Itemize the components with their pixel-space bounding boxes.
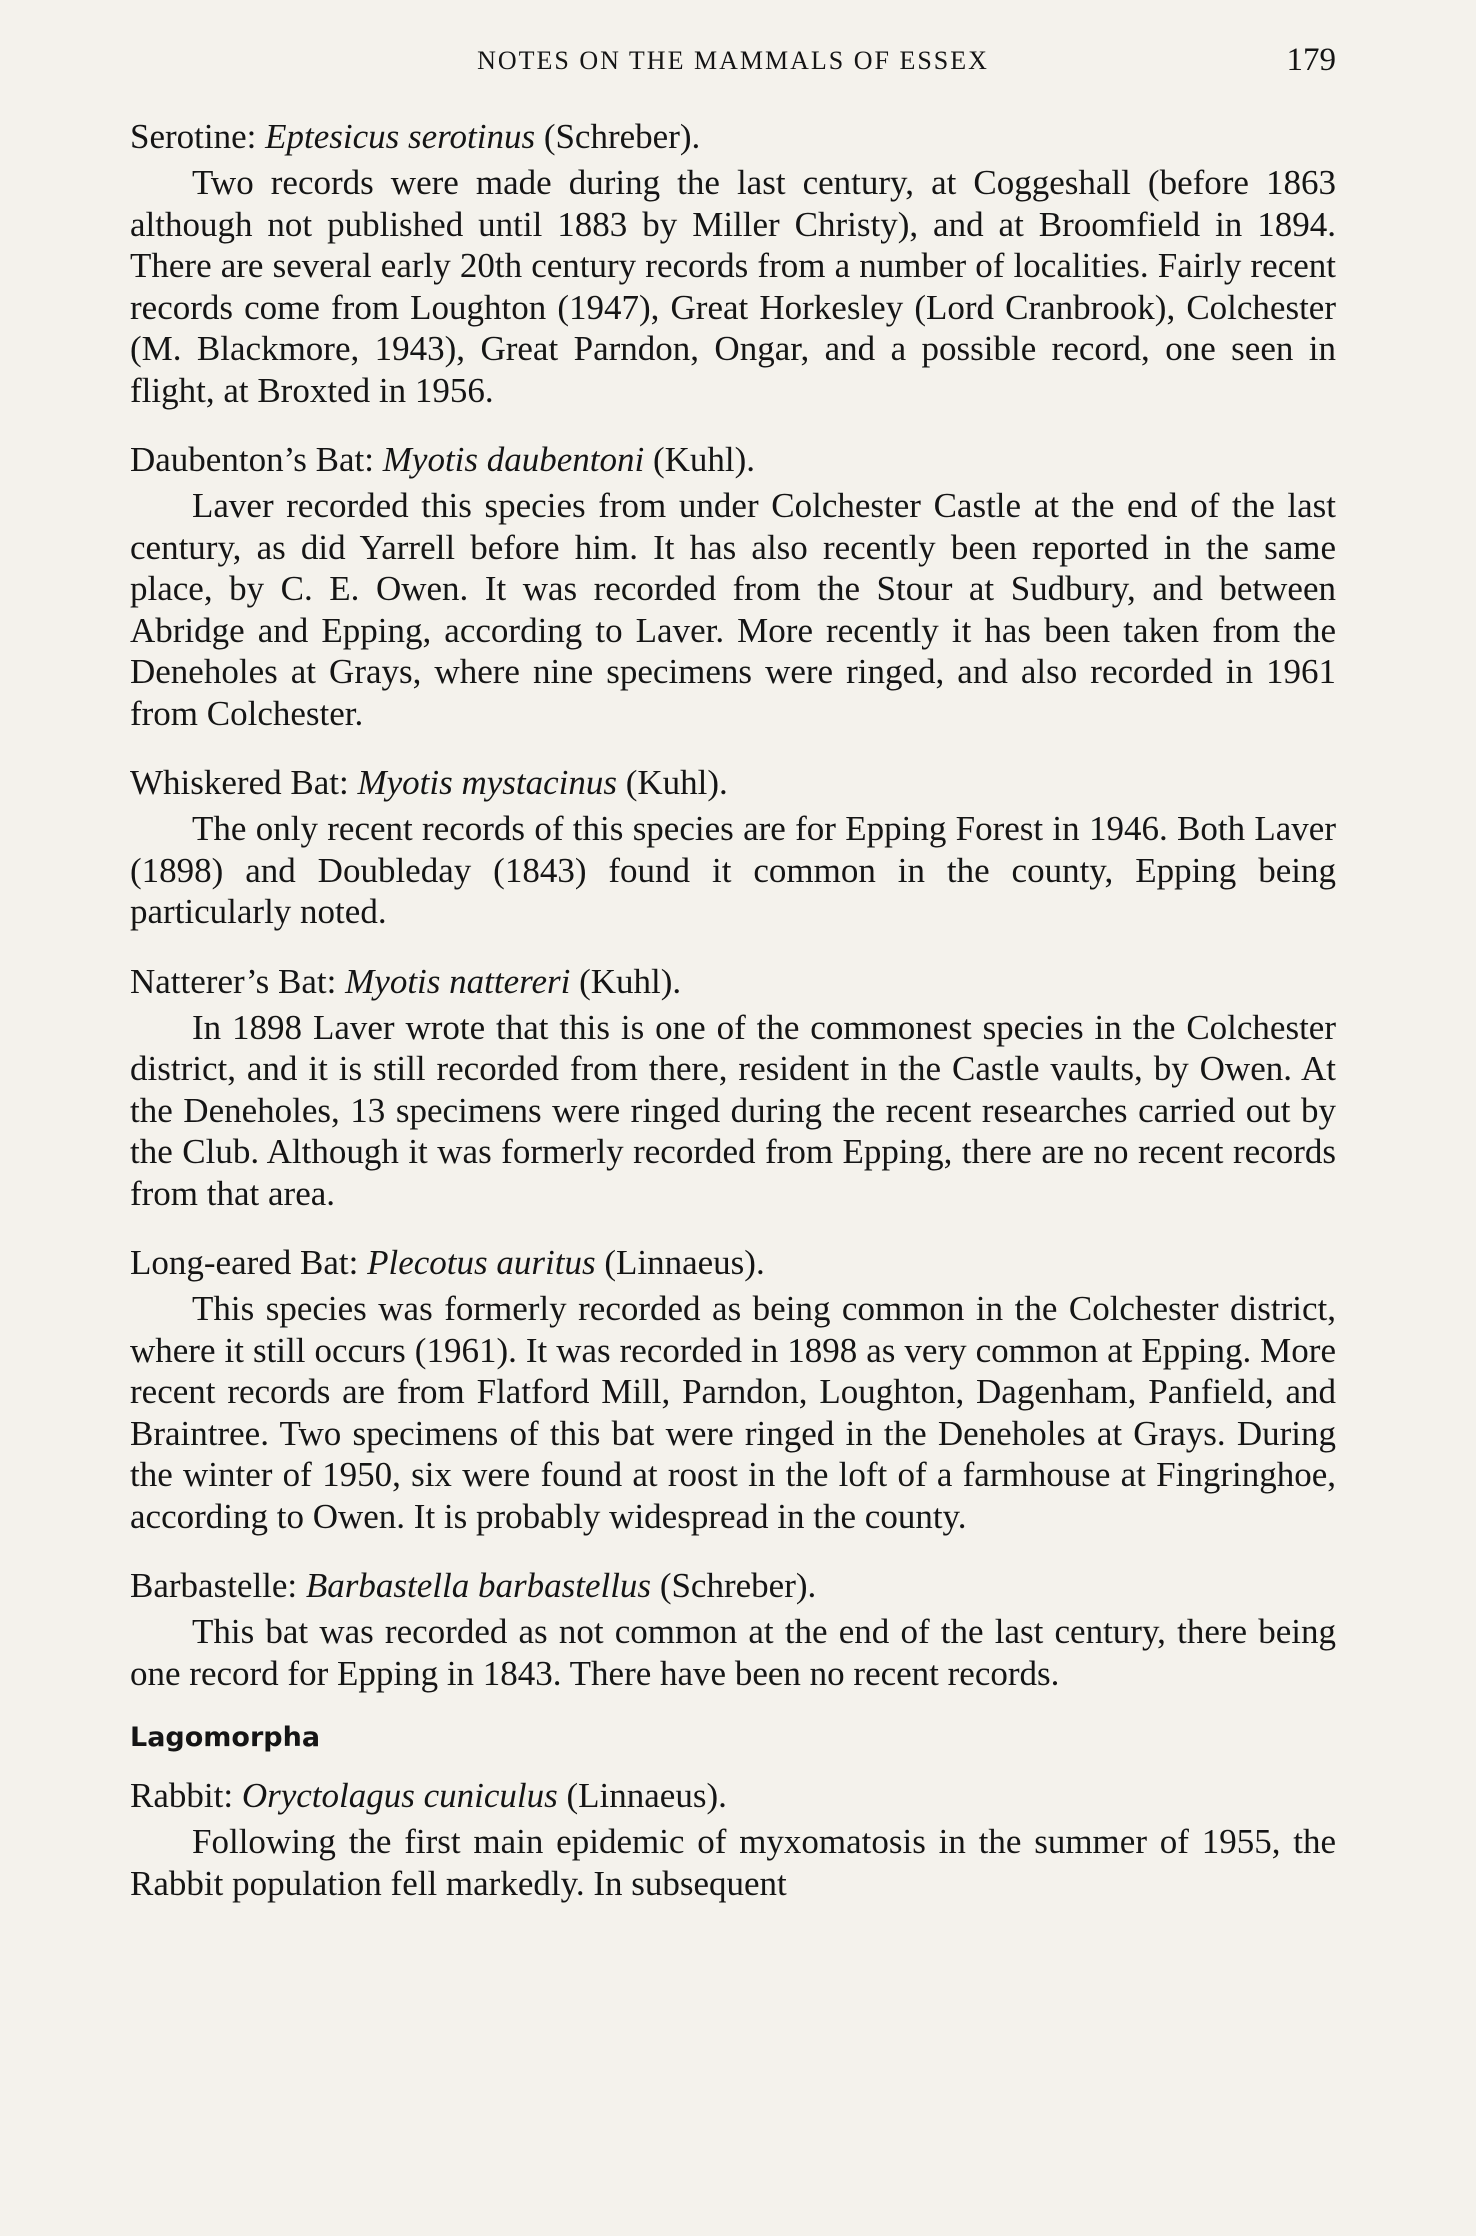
scientific-name: Myotis mystacinus [357, 763, 617, 802]
common-name: Serotine: [130, 117, 257, 156]
species-heading [130, 1565, 1336, 1607]
common-name: Whiskered Bat: [130, 763, 349, 802]
species-heading [130, 116, 1336, 158]
species-heading [130, 1775, 1336, 1817]
species-paragraph: Two records were made during the last century, at Coggeshall (before 1863 although not published until 1883 by Miller Christy), and at Broomfield in 1894. There are several early 20th century records from a number of localities. Fairly recent records come from Loughton (1947), Great Horkesley (Lord Cranbrook), Colchester (M. Blackmore, 1943), Great Parndon, Ongar, and a possible record, one seen in flight, at Broxted in 1956. [130, 163, 1336, 410]
species-entry-serotine [130, 116, 1336, 411]
species-heading [130, 961, 1336, 1003]
species-heading [130, 439, 1336, 481]
species-paragraph: This species was formerly recorded as being common in the Colchester district, where it still occurs (1961). It was recorded in 1898 as very common at Epping. More recent records are from Flatford Mill, Parndon, Loughton, Dagenham, Panfield, and Braintree. Two specimens of this bat were ringed in the Deneholes at Grays. During the winter of 1950, six were found at roost in the loft of a farmhouse at Fingringhoe, according to Owen. It is probably widespread in the county. [130, 1289, 1336, 1536]
scientific-name: Myotis daubentoni [382, 440, 645, 479]
running-head [130, 42, 1336, 82]
body-text [130, 116, 1336, 1932]
authority: (Kuhl). [625, 763, 728, 802]
species-paragraph: Following the first main epidemic of myxomatosis in the summer of 1955, the Rabbit population fell markedly. In subsequent [130, 1822, 1336, 1903]
species-paragraph: This bat was recorded as not common at the end of the last century, there being one record for Epping in 1843. There have been no recent records. [130, 1612, 1336, 1693]
authority: (Schreber). [543, 117, 701, 156]
authority: (Linnaeus). [604, 1243, 765, 1282]
species-entry-long-eared-bat [130, 1242, 1336, 1537]
authority: (Kuhl). [653, 440, 756, 479]
scientific-name: Eptesicus serotinus [265, 117, 536, 156]
common-name: Long-eared Bat: [130, 1243, 359, 1282]
common-name: Daubenton’s Bat: [130, 440, 374, 479]
running-title: NOTES ON THE MAMMALS OF ESSEX [477, 46, 989, 75]
species-paragraph: The only recent records of this species are for Epping Forest in 1946. Both Laver (1898) and Doubleday (1843) found it common in the county, Epping being particularly noted. [130, 809, 1336, 931]
species-heading [130, 1242, 1336, 1284]
common-name: Rabbit: [130, 1776, 234, 1815]
species-paragraph: In 1898 Laver wrote that this is one of the commonest species in the Colchester district, and it is still recorded from there, resident in the Castle vaults, by Owen. At the Deneholes, 13 specimens were ringed during the recent researches carried out by the Club. Although it was formerly recorded from Epping, there are no recent records from that area. [130, 1007, 1336, 1213]
species-entry-rabbit [130, 1775, 1336, 1904]
section-heading-lagomorpha: Lagomorpha [130, 1722, 321, 1753]
scientific-name: Oryctolagus cuniculus [241, 1776, 558, 1815]
species-entry-natterers-bat [130, 961, 1336, 1215]
authority: (Kuhl). [579, 961, 682, 1001]
species-entry-daubentons-bat [130, 439, 1336, 734]
scientific-name: Myotis nattereri [345, 961, 571, 1001]
species-paragraph: Laver recorded this species from under Colchester Castle at the end of the last century, as did Yarrell before him. It has also recently been reported in the same place, by C. E. Owen. It was recorded from the Stour at Sudbury, and between Abridge and Epping, according to Laver. More recently it has been taken from the Deneholes at Grays, where nine specimens were ringed, and also recorded in 1961 from Colchester. [130, 486, 1336, 733]
common-name: Barbastelle: [130, 1566, 298, 1605]
authority: (Linnaeus). [566, 1776, 727, 1815]
page-number: 179 [1286, 42, 1336, 78]
scientific-name: Barbastella barbastellus [305, 1566, 652, 1605]
species-entry-whiskered-bat [130, 762, 1336, 933]
species-heading [130, 762, 1336, 804]
authority: (Schreber). [659, 1566, 817, 1605]
species-entry-barbastelle [130, 1565, 1336, 1694]
common-name: Natterer’s Bat: [130, 961, 337, 1001]
scientific-name: Plecotus auritus [367, 1243, 596, 1282]
